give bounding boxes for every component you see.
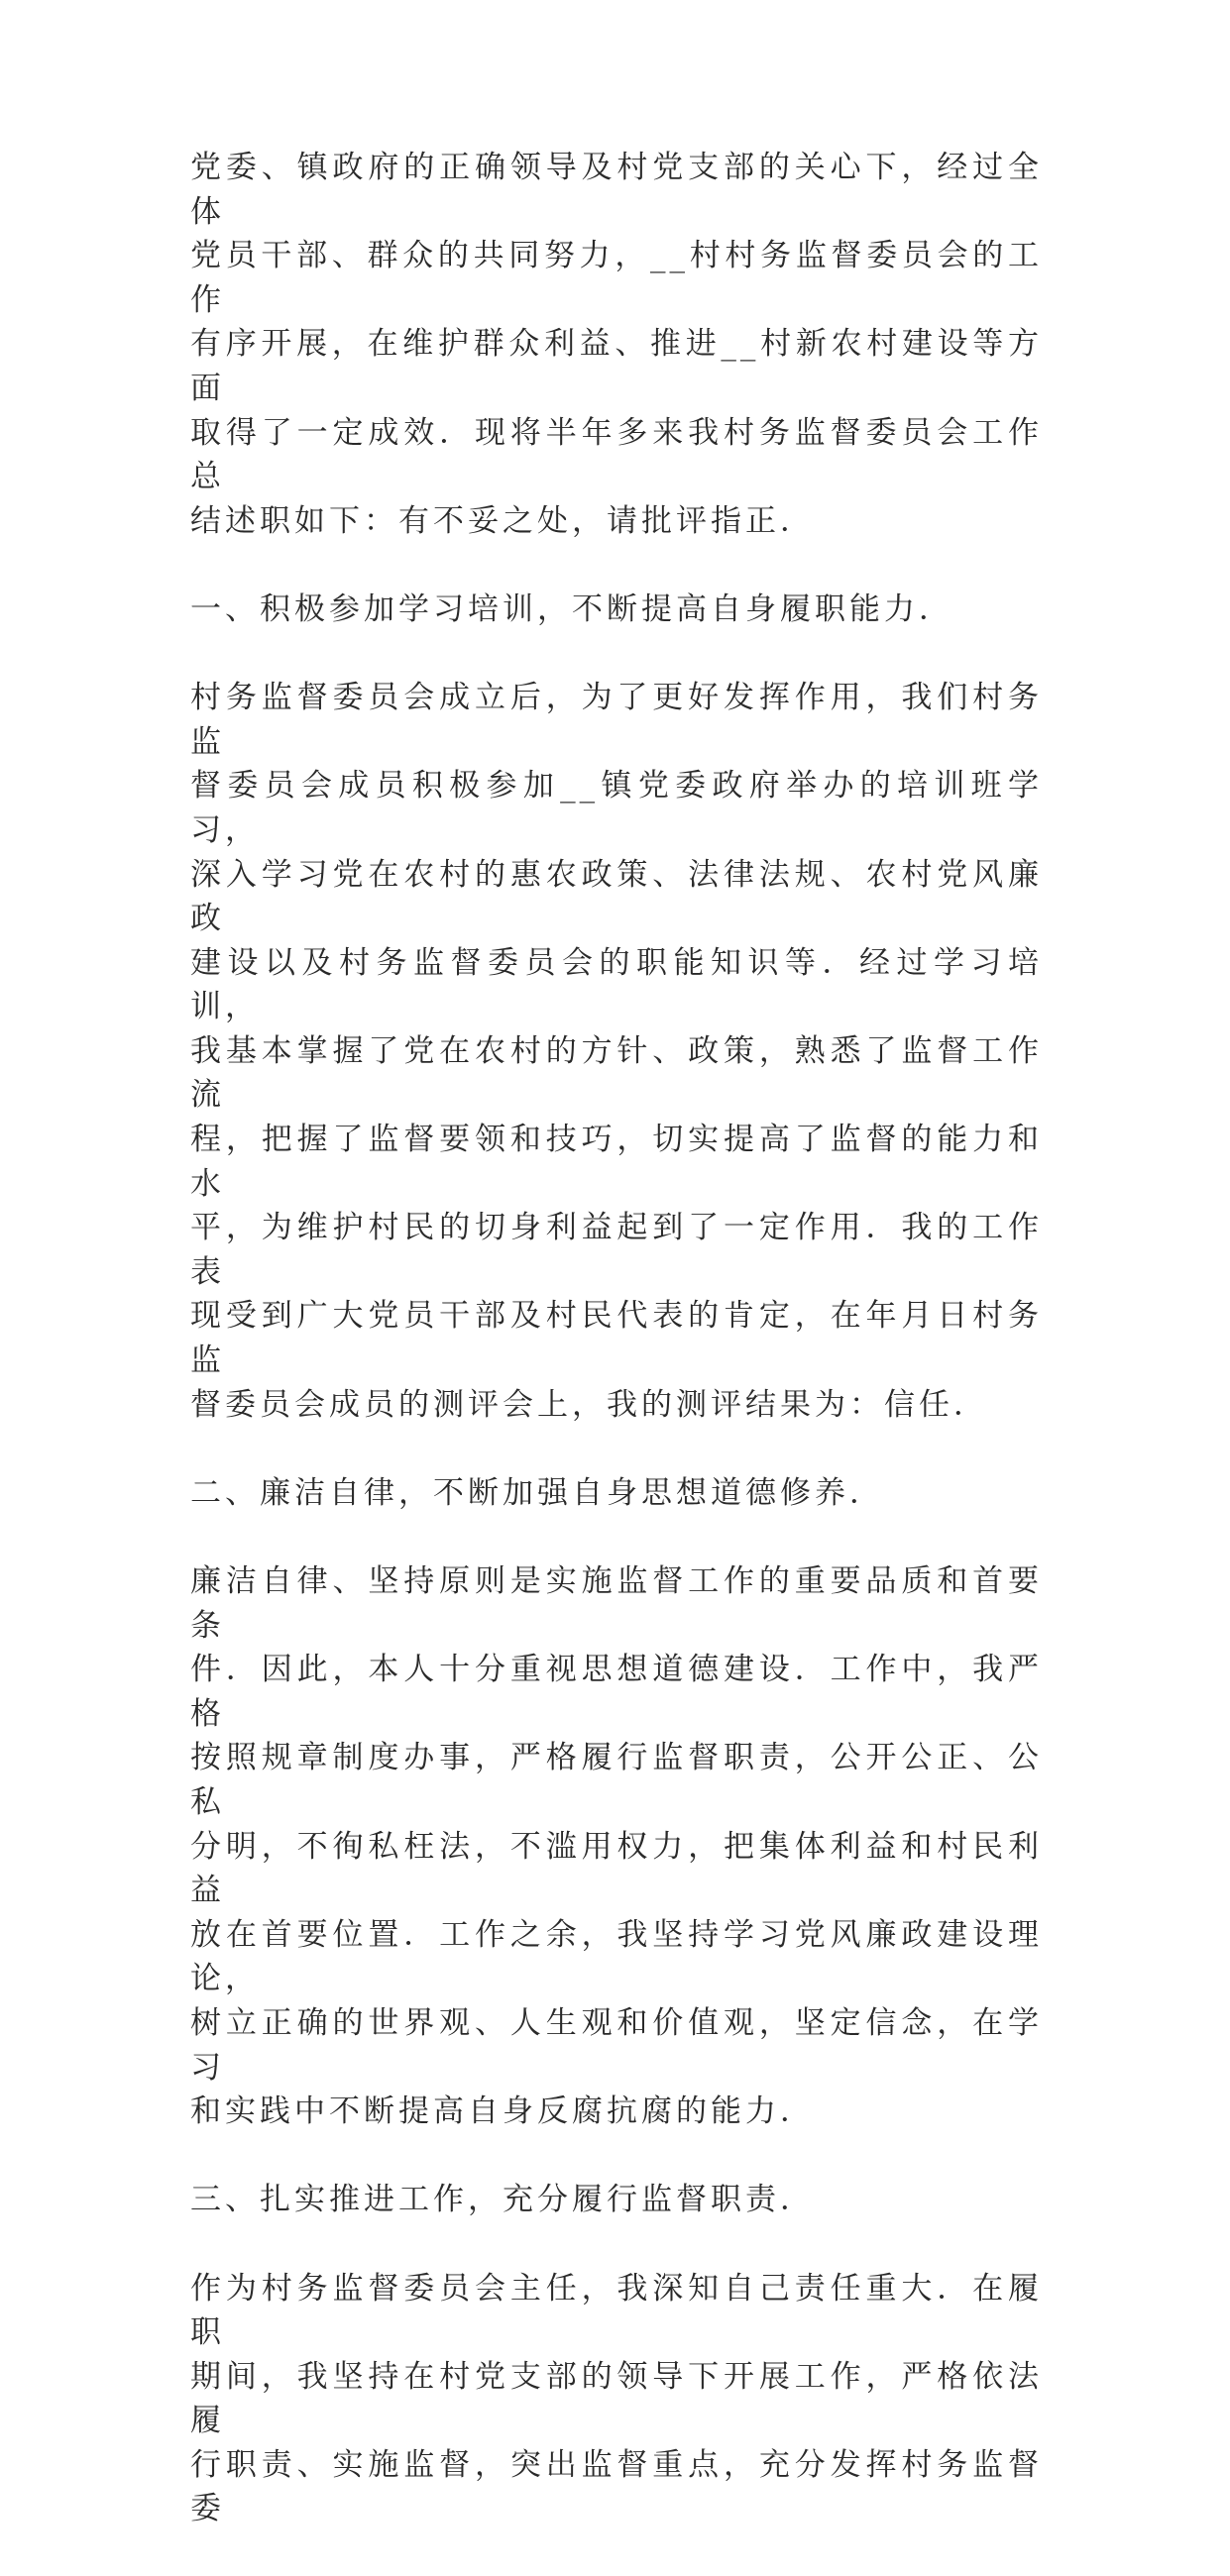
text-line: 深入学习党在农村的惠农政策、法律法规、农村党风廉政	[190, 856, 1043, 937]
text-line: 督委员会成员积极参加__镇党委政府举办的培训班学习，	[190, 768, 1043, 848]
text-line: 行职责、实施监督，突出监督重点，充分发挥村务监督委	[190, 2446, 1043, 2527]
text-line: 分明，不徇私枉法，不滥用权力，把集体利益和村民利益	[190, 1828, 1043, 1909]
text-line: 党员干部、群众的共同努力，__村村务监督委员会的工作	[190, 238, 1043, 318]
text-line: 廉洁自律、坚持原则是实施监督工作的重要品质和首要条	[190, 1563, 1043, 1644]
text-line: 件．因此，本人十分重视思想道德建设．工作中，我严格	[190, 1652, 1043, 1732]
body-paragraph	[190, 146, 1043, 543]
text-line: 按照规章制度办事，严格履行监督职责，公开公正、公私	[190, 1740, 1043, 1820]
text-line: 树立正确的世界观、人生观和价值观，坚定信念，在学习	[190, 2004, 1043, 2086]
text-line: 放在首要位置．工作之余，我坚持学习党风廉政建设理论，	[190, 1916, 1043, 1997]
section-heading	[190, 2178, 1043, 2222]
text-line: 现受到广大党员干部及村民代表的肯定，在年月日村务监	[190, 1298, 1043, 1379]
text-line: 我基本掌握了党在农村的方针、政策，熟悉了监督工作流	[190, 1032, 1043, 1114]
text-line: 有序开展，在维护群众利益、推进__村新农村建设等方面	[190, 326, 1043, 406]
text-line: 建设以及村务监督委员会的职能知识等．经过学习培训，	[190, 944, 1043, 1025]
text-line: 作为村务监督委员会主任，我深知自己责任重大．在履职	[190, 2270, 1043, 2351]
body-paragraph	[190, 2267, 1043, 2532]
body-paragraph	[190, 676, 1043, 1427]
body-paragraph	[190, 1559, 1043, 2134]
text-line: 二、廉洁自律，不断加强自身思想道德修养．	[190, 1474, 884, 1511]
text-line: 取得了一定成效．现将半年多来我村务监督委员会工作总	[190, 414, 1043, 495]
document-body	[190, 146, 1043, 2576]
text-line: 督委员会成员的测评会上，我的测评结果为：信任．	[190, 1386, 988, 1423]
text-line: 和实践中不断提高自身反腐抗腐的能力．	[190, 2093, 815, 2130]
text-line: 三、扎实推进工作，充分履行监督职责．	[190, 2182, 815, 2218]
text-line: 结述职如下：有不妥之处，请批评指正．	[190, 502, 815, 539]
text-line: 一、积极参加学习培训，不断提高自身履职能力．	[190, 590, 953, 627]
text-line: 党委、镇政府的正确领导及村党支部的关心下，经过全体	[190, 150, 1043, 230]
text-line: 平，为维护村民的切身利益起到了一定作用．我的工作表	[190, 1210, 1043, 1290]
text-line: 期间，我坚持在村党支部的领导下开展工作，严格依法履	[190, 2358, 1043, 2439]
text-line: 程，把握了监督要领和技巧，切实提高了监督的能力和水	[190, 1122, 1043, 1202]
section-heading	[190, 1471, 1043, 1516]
text-line: 村务监督委员会成立后，为了更好发挥作用，我们村务监	[190, 680, 1043, 760]
section-heading	[190, 588, 1043, 632]
